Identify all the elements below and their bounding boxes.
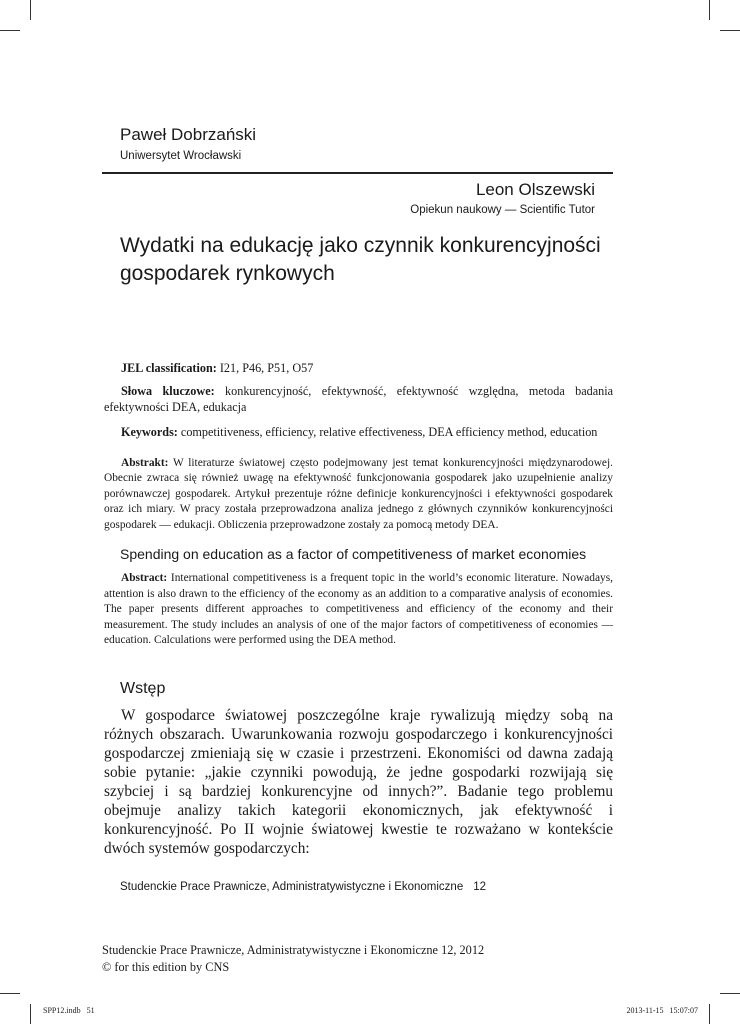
jel-value: I21, P46, P51, O57	[216, 361, 314, 375]
crop-mark	[720, 993, 740, 994]
crop-mark	[30, 1004, 31, 1024]
tutor-role: Opiekun naukowy — Scientific Tutor	[410, 204, 595, 216]
crop-mark	[720, 30, 740, 31]
abstract-en-text: International competitiveness is a frequent topic in the world’s economic literature. Nowadays, attention is also drawn to the efficiency of the economy as an addition to a comparative analysis of economies. The paper presents different approaches to competitiveness and efficiency of the economy and their measurement. The study includes an analysis of one of the major factors of competitiveness of economies — education. Calculations were performed using the DEA method.	[104, 572, 613, 647]
slowa-label: Słowa kluczowe:	[121, 384, 215, 398]
article-title: Wydatki na edukację jako czynnik konkurencyjności gospodarek rynkowych	[120, 234, 601, 285]
crop-mark	[0, 993, 20, 994]
section-heading: Wstęp	[120, 680, 166, 697]
journal-footer	[120, 881, 486, 893]
author-name: Paweł Dobrzański	[120, 125, 257, 144]
journal-name: Studenckie Prace Prawnicze, Administratywistyczne i Ekonomiczne	[120, 881, 464, 893]
crop-mark	[0, 30, 20, 31]
abstract-english	[104, 571, 613, 649]
keywords-value: competitiveness, efficiency, relative effectiveness, DEA efficiency method, education	[177, 425, 598, 439]
abstract-pl-label: Abstrakt:	[121, 457, 169, 469]
author-affiliation: Uniwersytet Wrocławski	[120, 150, 242, 162]
print-slug-file: SPP12.indb 51	[43, 1006, 95, 1015]
keywords	[104, 424, 613, 440]
tutor-name: Leon Olszewski	[475, 180, 595, 199]
copyright-line: Studenckie Prace Prawnicze, Administratywistyczne i Ekonomiczne 12, 2012	[102, 943, 485, 957]
journal-volume: 12	[473, 881, 487, 893]
crop-mark	[30, 0, 31, 20]
abstract-polish	[104, 456, 613, 533]
copyright-line: © for this edition by CNS	[102, 960, 230, 974]
jel-classification	[104, 360, 613, 376]
crop-mark	[709, 1004, 710, 1024]
jel-label: JEL classification:	[121, 361, 217, 375]
header-divider	[102, 172, 613, 174]
slowa-kluczowe	[104, 383, 613, 415]
keywords-label: Keywords:	[121, 425, 178, 439]
english-title: Spending on education as a factor of competitiveness of market economies	[120, 546, 587, 562]
body-paragraph: W gospodarce światowej poszczególne kraje rywalizują między sobą na różnych obszarach. Uwarunkowania rozwoju gospodarczego i konkurencyjności gospodarczej zmieniają się w czasie i przestrzeni. Ekonomiści od dawna zadają sobie pytanie: „jakie czynniki powodują, że jedne gospodarki rozwijają się szybciej i są bardziej konkurencyjne od innych?”. Badanie tego problemu obejmuje analizy takich kategorii ekonomicznych, jak efektywność i konkurencyjność. Po II wojnie światowej kwestie te rozważano w kontekście dwóch systemów gospodarczych:	[104, 707, 613, 857]
print-slug-timestamp: 2013-11-15 15:07:07	[626, 1006, 698, 1015]
crop-mark	[709, 0, 710, 20]
abstract-pl-text: W literaturze światowej często podejmowany jest temat konkurencyjności międzynarodowej. Obecnie zwraca się również uwagę na efektywność funkcjonowania gospodarek jako uzupełnienie analizy porównawczej gospodarek. Artykuł prezentuje różne definicje konkurencyjności i efektywności gospodarek oraz ich miary. W pracy została przeprowadzona analiza jednego z głównych czynników konkurencyjności gospodarek — edukacji. Obliczenia przeprowadzone zostały za pomocą metody DEA.	[104, 457, 613, 531]
slowa-value: konkurencyjność, efektywność, efektywność względna, metoda badania efektywności DEA, edukacja	[104, 384, 613, 414]
abstract-en-label: Abstract:	[121, 572, 168, 584]
